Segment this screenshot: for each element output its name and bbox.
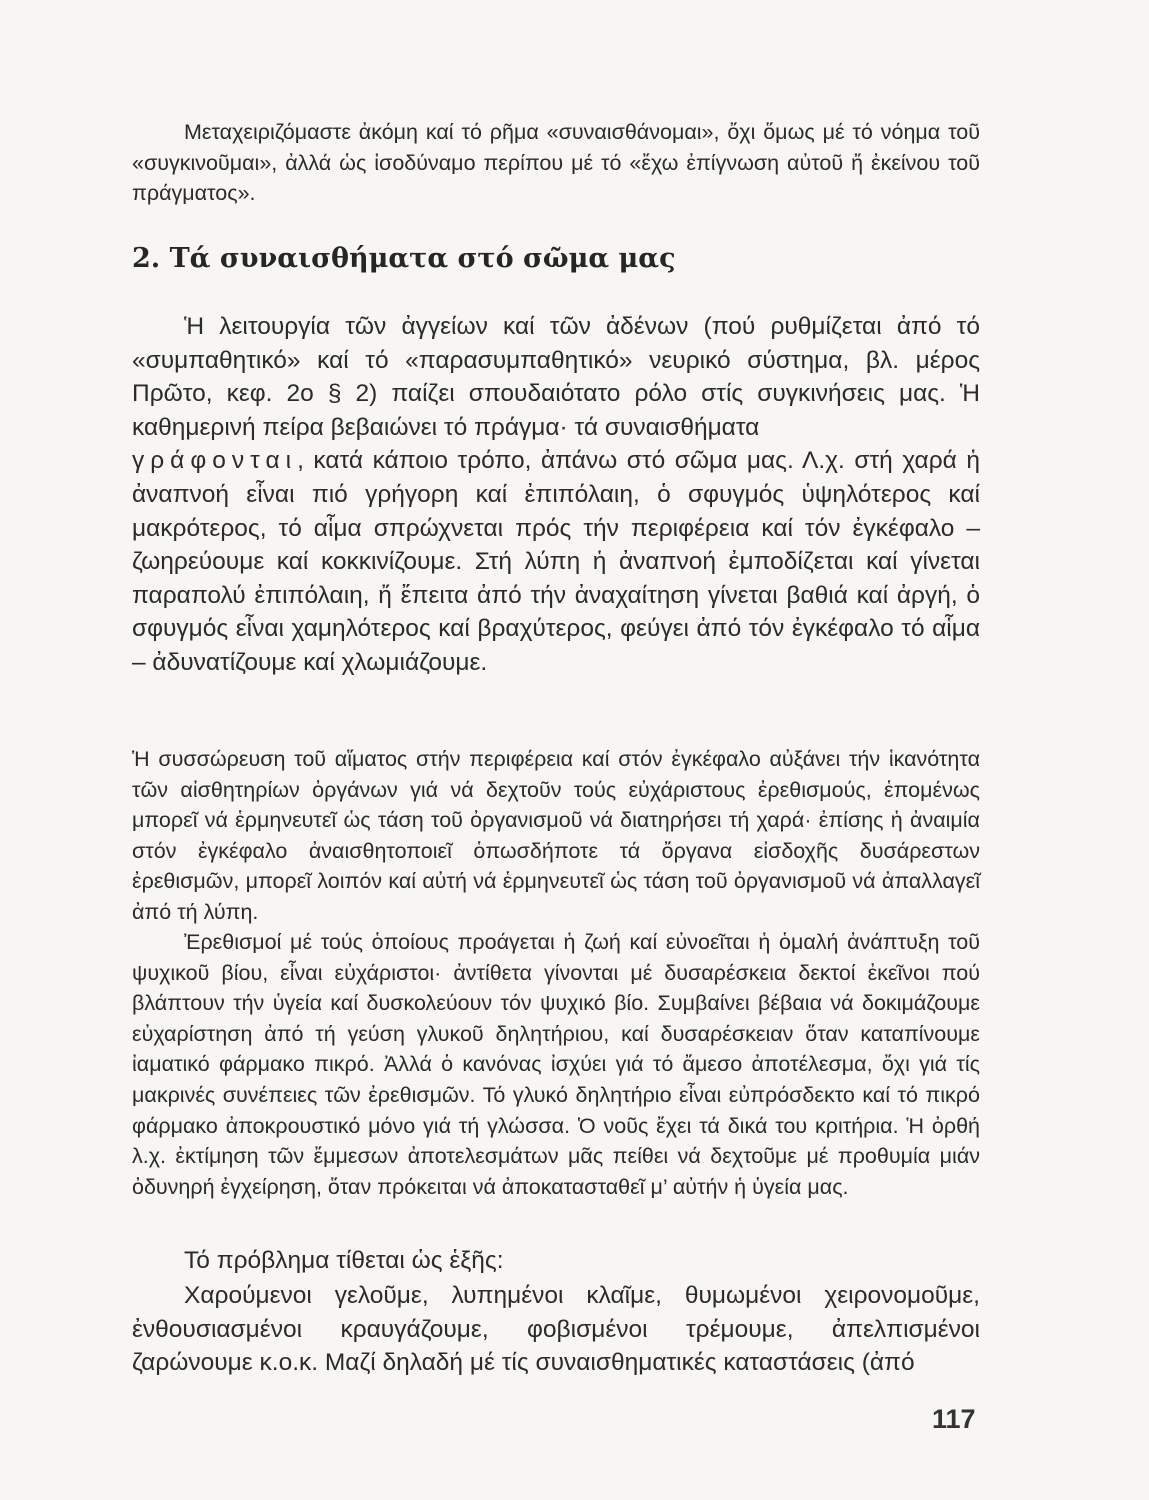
section-heading: 2. Τά συναισθήματα στό σῶμα μας bbox=[132, 243, 676, 274]
body-paragraph-3: Ἐρεθισμοί μέ τούς ὁποίους προάγεται ἡ ζωή καί εὐνοεῖται ἡ ὁμαλή ἀνάπτυξη τοῦ ψυχικοῦ βίου, εἶναι εὐχάριστοι· ἀντίθετα γίνονται μέ δυσαρέσκεια δεκτοί ἐκεῖνοι πού βλάπτουν τήν ὑγεία καί δυσκολεύουν τόν ψυχικό βίο. Συμβαίνει βέβαια νά δοκιμάζουμε εὐχαρίστηση ἀπό τή γεύση γλυκοῦ δηλητήριου, καί δυσαρέσκειαν ὅταν καταπίνουμε ἰαματικό φάρμακο πικρό. Ἀλλά ὁ κανόνας ἰσχύει γιά τό ἄμεσο ἀποτέλεσμα, ὄχι γιά τίς μακρινές συνέπειες τῶν ἐρεθισμῶν. Τό γλυκό δηλητήριο εἶναι εὐπρόσδεκτο καί τό πικρό φάρμακο ἀποκρουστικό μόνο γιά τή γλώσσα. Ὁ νοῦς ἔχει τά δικά του κριτήρια. Ἡ ὀρθή λ.χ. ἐκτίμηση τῶν ἔμμεσων ἀποτελεσμάτων μᾶς πείθει νά δεχτοῦμε μέ προθυμία μιάν ὀδυνηρή ἐγχείρηση, ὅταν πρόκειται νά ἀποκατασταθεῖ μ’ αὐτήν ἡ ὑγεία μας. bbox=[132, 930, 980, 1199]
body-paragraph-4: Τό πρόβλημα τίθεται ὡς ἑξῆς: bbox=[184, 1247, 504, 1274]
body-paragraph-1-text-b: , κατά κάποιο τρόπο, ἀπάνω στό σῶμα μας. Λ.χ. στή χαρά ἡ ἀναπνοή εἶναι πιό γρήγορη καί ἐπιπόλαιη, ὁ σφυγμός ὑψηλότερος καί μακρότερος, τό αἷμα σπρώχνεται πρός τήν περιφέρεια καί τόν ἐγκέφαλο – ζωηρεύουμε καί κοκκινίζουμε. Στή λύπη ἡ ἀναπνοή ἐμποδίζεται καί γίνεται παραπολύ ἐπιπόλαιη, ἤ ἔπειτα ἀπό τήν ἀναχαίτηση γίνεται βαθιά καί ἀργή, ὁ σφυγμός εἶναι χαμηλότερος καί βραχύτερος, φεύγει ἀπό τόν ἐγκέφαλο τό αἷμα – ἀδυνατίζουμε καί χλωμιάζουμε. bbox=[132, 447, 980, 676]
body-paragraph-1-text-a: Ἡ λειτουργία τῶν ἀγγείων καί τῶν ἀδένων (πού ρυθμίζεται ἀπό τό «συμπαθητικό» καί τό «παρασυμπαθητικό» νευρικό σύστημα, βλ. μέρος Πρῶτο, κεφ. 2ο § 2) παίζει σπουδαιότατο ρόλο στίς συγκινήσεις μας. Ἡ καθημερινή πείρα βεβαιώνει τό πράγμα· τά συναισθήματα bbox=[132, 313, 980, 441]
body-paragraph-5: Χαρούμενοι γελοῦμε, λυπημένοι κλαῖμε, θυμωμένοι χειρονομοῦμε, ἐνθουσιασμένοι κραυγάζουμε, φοβισμένοι τρέμουμε, ἀπελπισμένοι ζαρώνουμε κ.ο.κ. Μαζί δηλαδή μέ τίς συναισθηματικές καταστάσεις (ἀπό bbox=[132, 1282, 980, 1377]
page-number: 117 bbox=[932, 1404, 976, 1434]
intro-paragraph: Μεταχειριζόμαστε ἀκόμη καί τό ρῆμα «συναισθάνομαι», ὄχι ὅμως μέ τό νόημα τοῦ «συγκινοῦμαι», ἀλλά ὡς ἰσοδύναμο περίπου μέ τό «ἔχω ἐπίγνωση αὐτοῦ ἤ ἐκείνου τοῦ πράγματος». bbox=[132, 120, 980, 206]
body-paragraph-1 bbox=[132, 310, 980, 680]
spaced-word: γράφονται bbox=[132, 447, 298, 475]
body-paragraph-2: Ἡ συσσώρευση τοῦ αἵματος στήν περιφέρεια καί στόν ἐγκέφαλο αὐξάνει τήν ἱκανότητα τῶν αἰσθητηρίων ὀργάνων γιά νά δεχτοῦν τούς εὐχάριστους ἐρεθισμούς, ἑπομένως μπορεῖ νά ἑρμηνευτεῖ ὡς τάση τοῦ ὀργανισμοῦ νά διατηρήσει τή χαρά· ἐπίσης ἡ ἀναιμία στόν ἐγκέφαλο ἀναισθητοποιεῖ ὁπωσδήποτε τά ὄργανα εἰσδοχῆς δυσάρεστων ἐρεθισμῶν, μπορεῖ λοιπόν καί αὐτή νά ἑρμηνευτεῖ ὡς τάση τοῦ ὀργανισμοῦ νά ἀπαλλαγεῖ ἀπό τή λύπη. bbox=[132, 747, 980, 924]
